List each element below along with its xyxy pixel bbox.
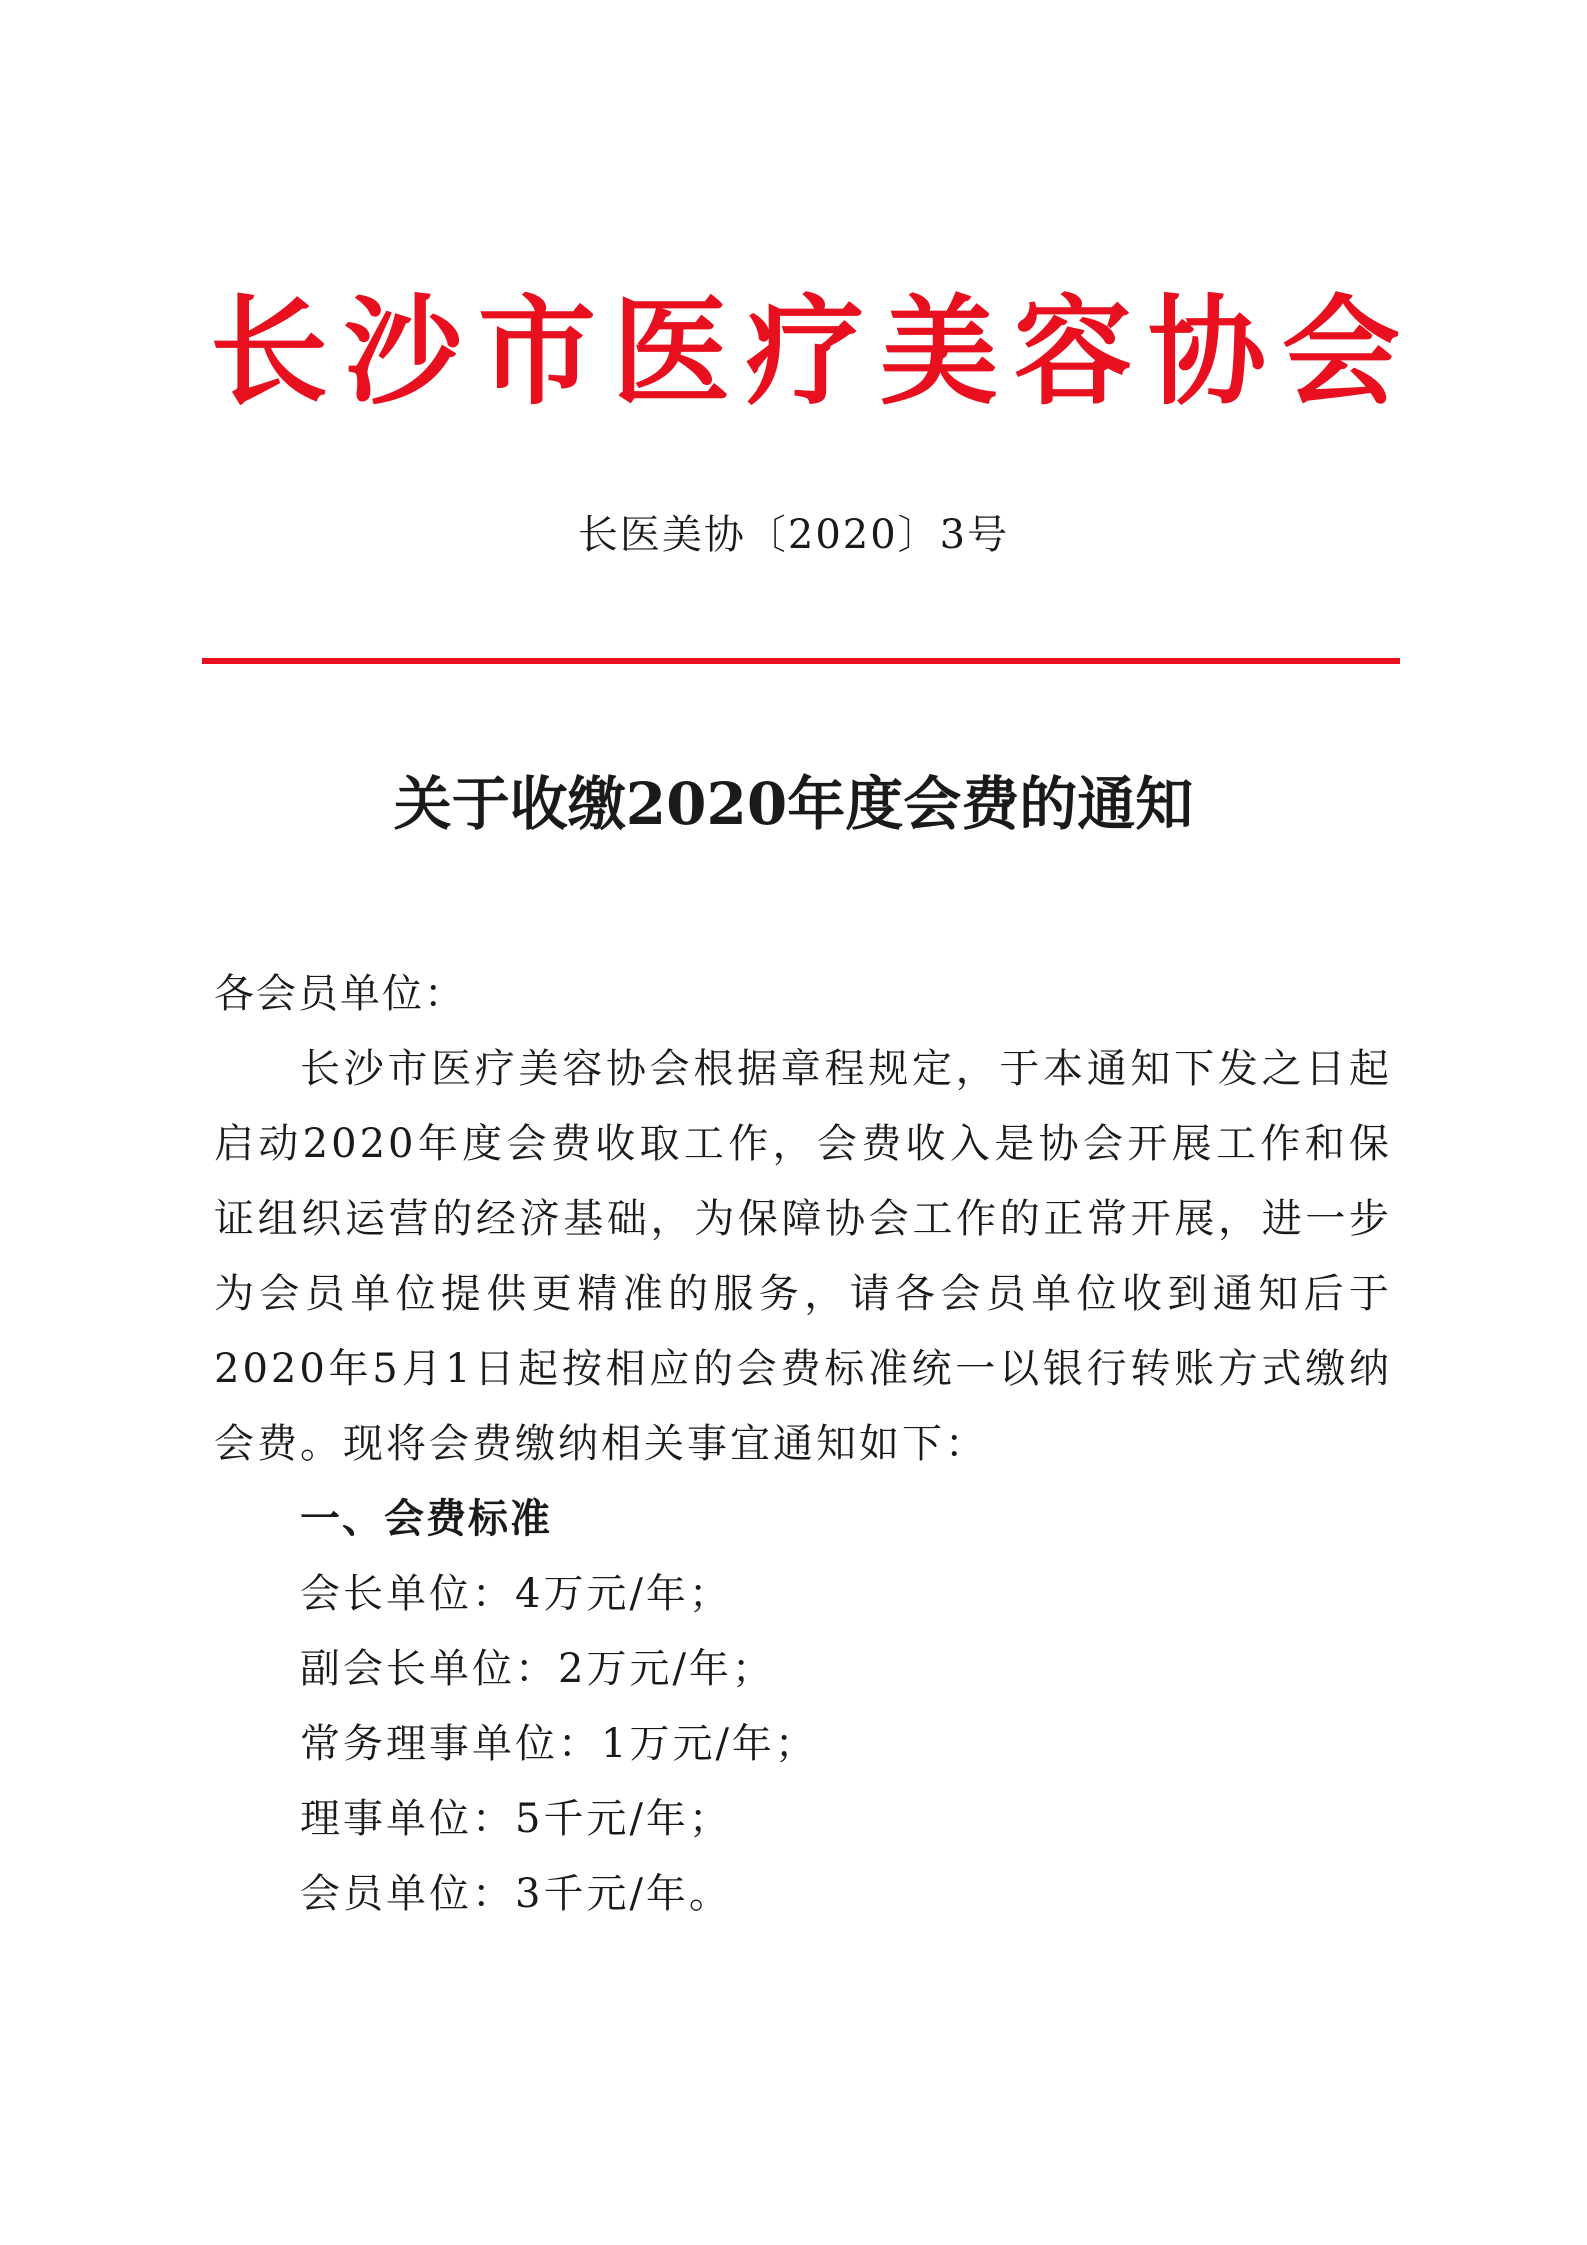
section-heading-fee-standard: 一、会费标准 <box>300 1496 552 1542</box>
red-divider <box>202 658 1400 664</box>
notice-body <box>214 957 1392 1932</box>
body-paragraph: 长沙市医疗美容协会根据章程规定，于本通知下发之日起启动2020年度会费收取工作，会费收入是协会开展工作和保证组织运营的经济基础，为保障协会工作的正常开展，进一步为会员单位提供更精准的服务，请各会员单位收到通知后于2020年5月1日起按相应的会费标准统一以银行转账方式缴纳会费。现将会费缴纳相关事宜通知如下： <box>214 1046 1392 1467</box>
document-number: 长医美协〔2020〕3号 <box>577 512 1010 558</box>
fee-item-director: 理事单位：5千元/年； <box>300 1796 732 1842</box>
fee-item-vice-president: 副会长单位：2万元/年； <box>300 1646 775 1692</box>
notice-title: 关于收缴2020年度会费的通知 <box>393 770 1194 838</box>
salutation: 各会员单位： <box>214 971 466 1017</box>
organization-title: 长沙市医疗美容协会 <box>210 282 1417 421</box>
fee-list <box>214 1557 1392 1932</box>
fee-item-member: 会员单位：3千元/年。 <box>300 1871 732 1917</box>
fee-item-president: 会长单位：4万元/年； <box>300 1571 732 1617</box>
fee-item-executive-director: 常务理事单位：1万元/年； <box>300 1721 818 1767</box>
